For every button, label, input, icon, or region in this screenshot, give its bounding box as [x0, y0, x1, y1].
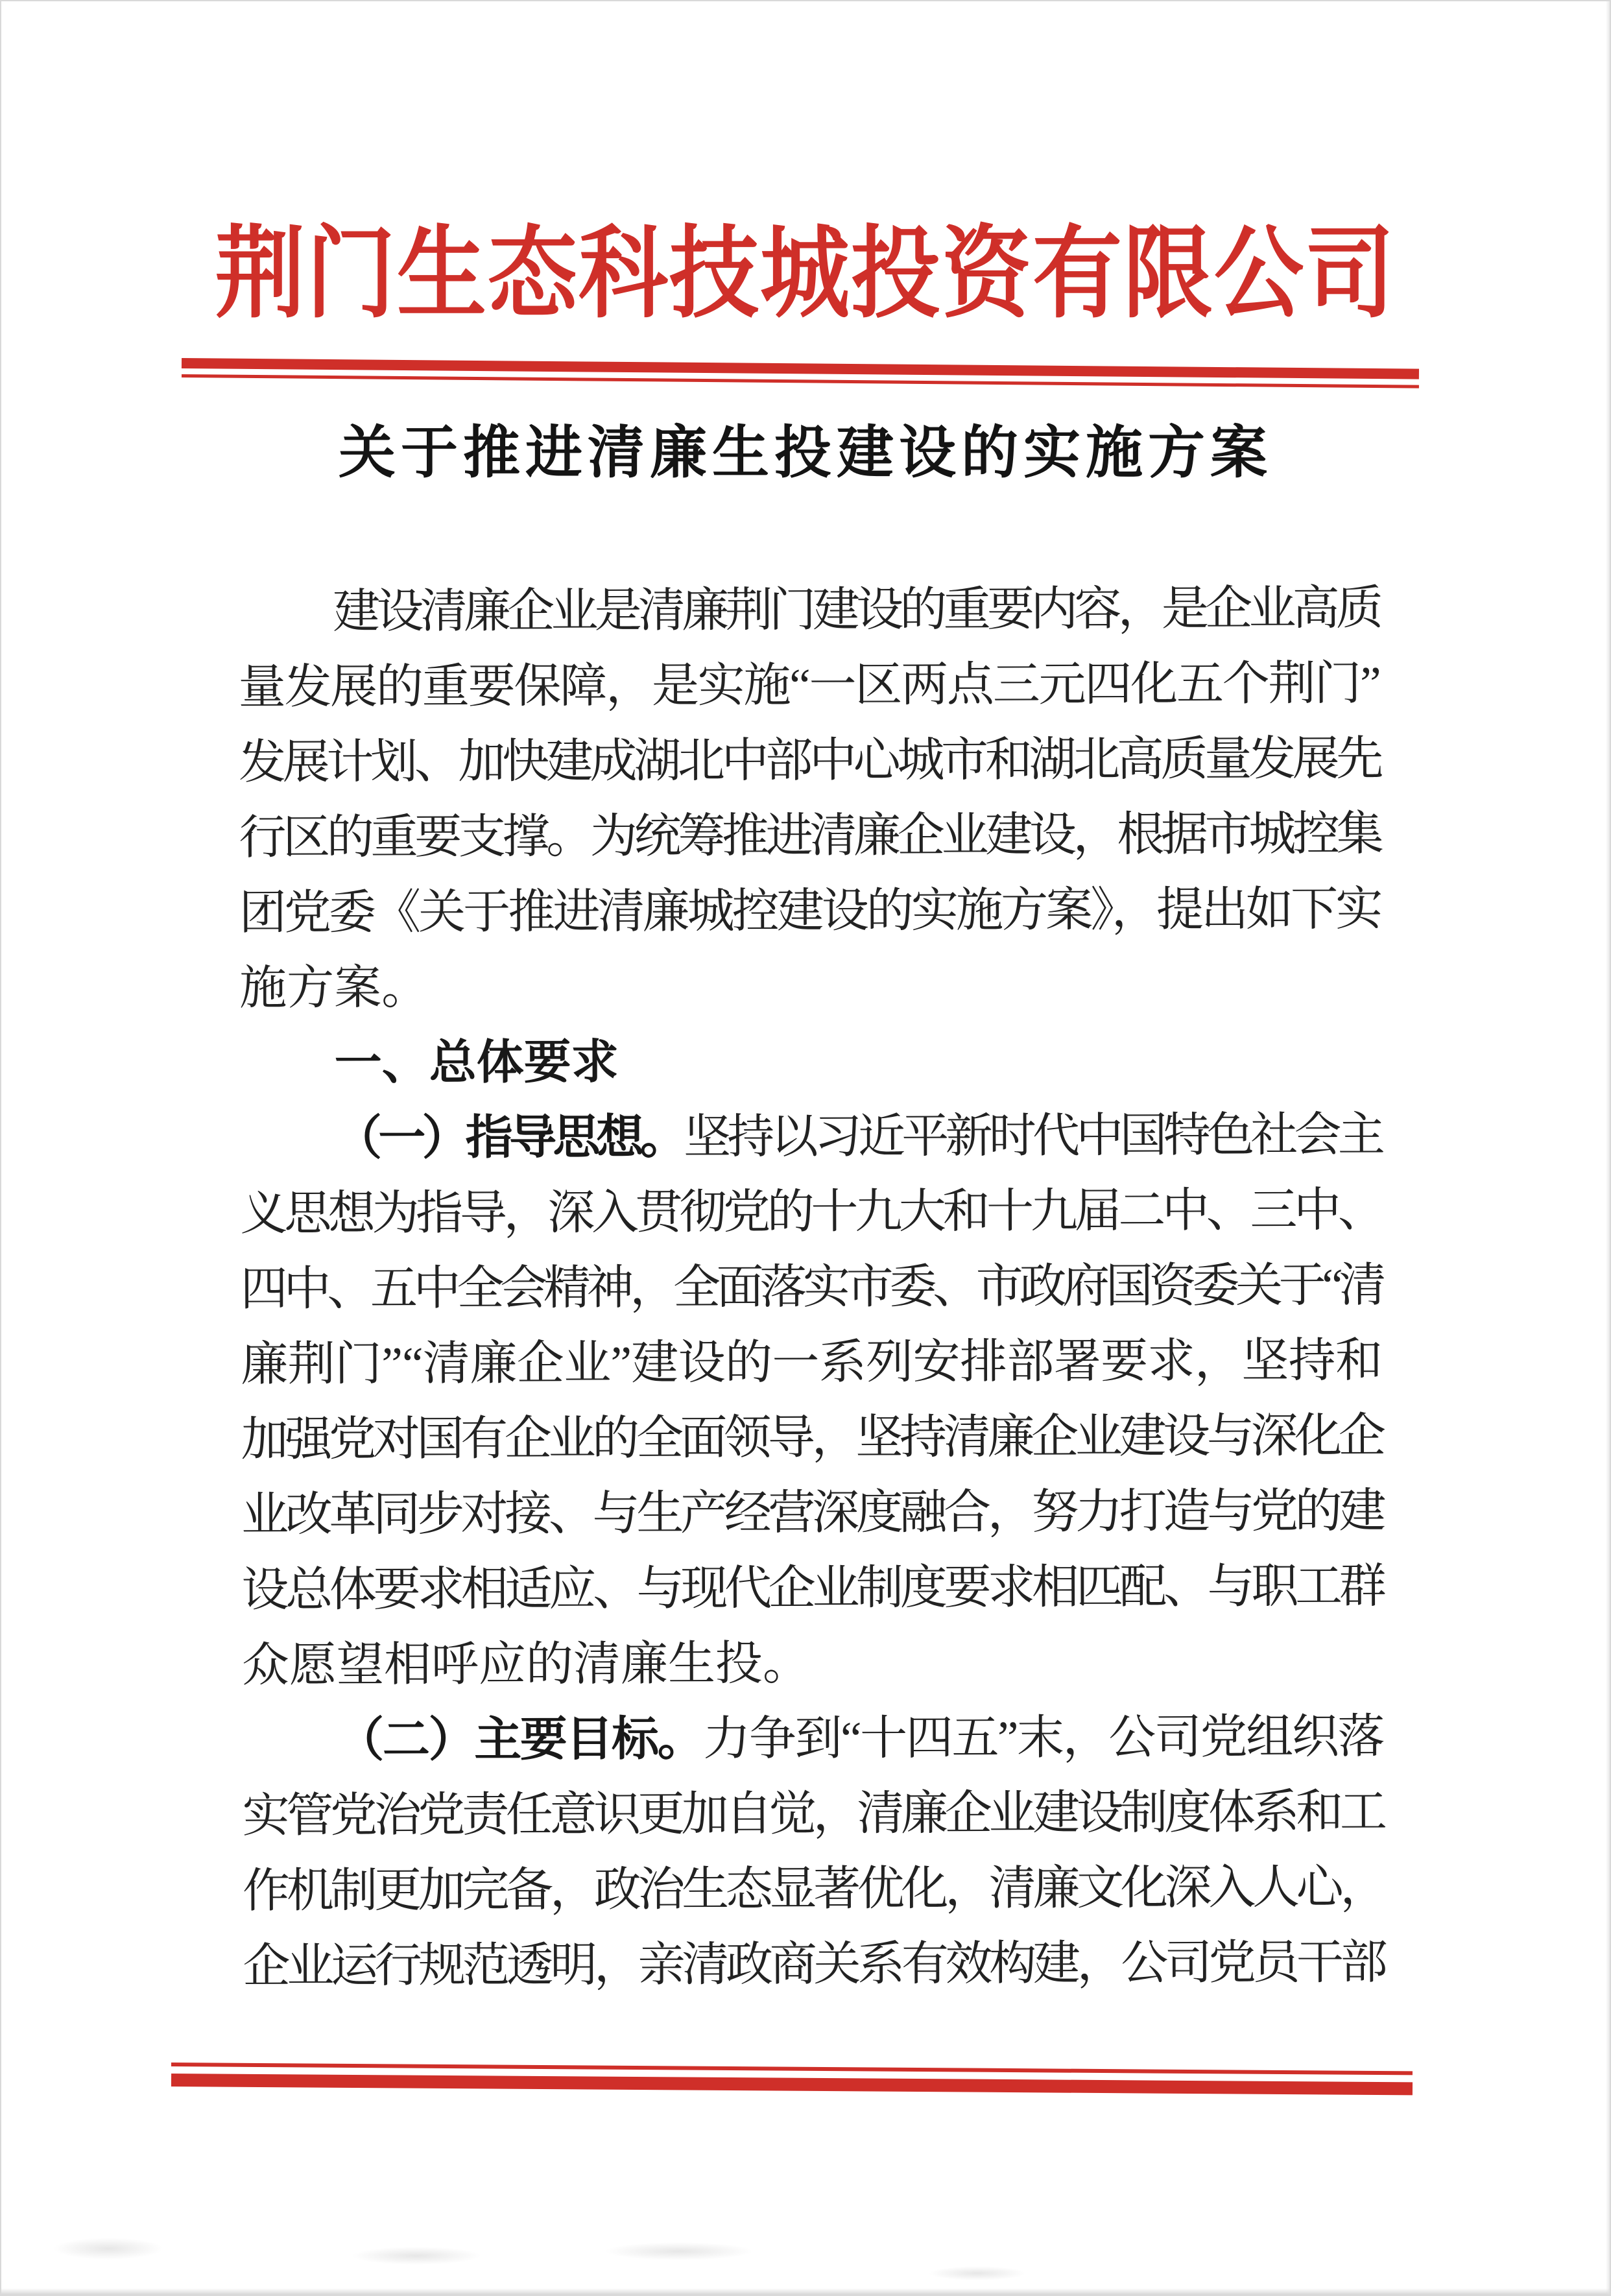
body-line: 建设清廉企业是清廉荆门建设的重要内容，是企业高质: [333, 581, 1380, 638]
document-title: 关于推进清廉生投建设的实施方案: [338, 422, 1272, 485]
body-line: 企业运行规范透明，亲清政商关系有效构建，公司党员干部: [243, 1935, 1385, 1992]
body-line: 四中、五中全会精神，全面落实市委、市政府国资委关于“清: [240, 1258, 1383, 1315]
body-line: 设总体要求相适应、与现代企业制度要求相匹配、与职工群: [241, 1559, 1383, 1616]
body-line: 施方案。: [239, 961, 429, 1014]
section-heading: 一、总体要求: [334, 1035, 619, 1090]
footer-rule-thick: [171, 2074, 1413, 2095]
body-line: 行区的重要支撑。为统筹推进清廉企业建设，根据市城控集: [239, 807, 1381, 864]
body-line: 加强党对国有企业的全面领导，坚持清廉企业建设与深化企: [241, 1409, 1383, 1466]
body-line: 业改革同步对接、与生产经营深度融合，努力打造与党的建: [241, 1484, 1383, 1541]
body-line: 发展计划、加快建成湖北中部中心城市和湖北高质量发展先: [238, 732, 1381, 789]
footer-rule-thin: [171, 2063, 1413, 2075]
body-line: 实管党治党责任意识更加自觉，清廉企业建设制度体系和工: [242, 1785, 1384, 1842]
body-line: 团党委《关于推进清廉城控建设的实施方案》，提出如下实: [239, 882, 1381, 939]
scan-smudge: [929, 2266, 1026, 2280]
scan-smudge: [604, 2242, 754, 2260]
scan-smudge: [352, 2247, 481, 2265]
body-line: 义思想为指导，深入贯彻党的十九大和十九届二中、三中、: [240, 1183, 1382, 1240]
body-line: 众愿望相呼应的清廉生投。: [241, 1636, 811, 1692]
body-line: 作机制更加完备，政治生态显著优化，清廉文化深入人心，: [242, 1860, 1385, 1917]
scan-smudge: [53, 2238, 163, 2260]
body-text: [238, 571, 1385, 2004]
scan-edge-right: [1606, 1, 1610, 2295]
body-line: （二）主要目标。力争到“十四五”末，公司党组织落: [337, 1710, 1384, 1767]
body-line: 量发展的重要保障，是实施“一区两点三元四化五个荆门”: [238, 656, 1380, 713]
scan-edge-bottom: [1, 2288, 1610, 2295]
body-line: 廉荆门”“清廉企业”建设的一系列安排部署要求，坚持和: [241, 1333, 1383, 1391]
body-line: （一）指导思想。坚持以习近平新时代中国特色社会主: [334, 1108, 1382, 1165]
bold-lead: （二）主要目标。: [337, 1712, 704, 1767]
company-masthead-title: 荆门生态科技城投资有限公司: [215, 219, 1396, 330]
bold-lead: （一）指导思想。: [334, 1110, 684, 1165]
